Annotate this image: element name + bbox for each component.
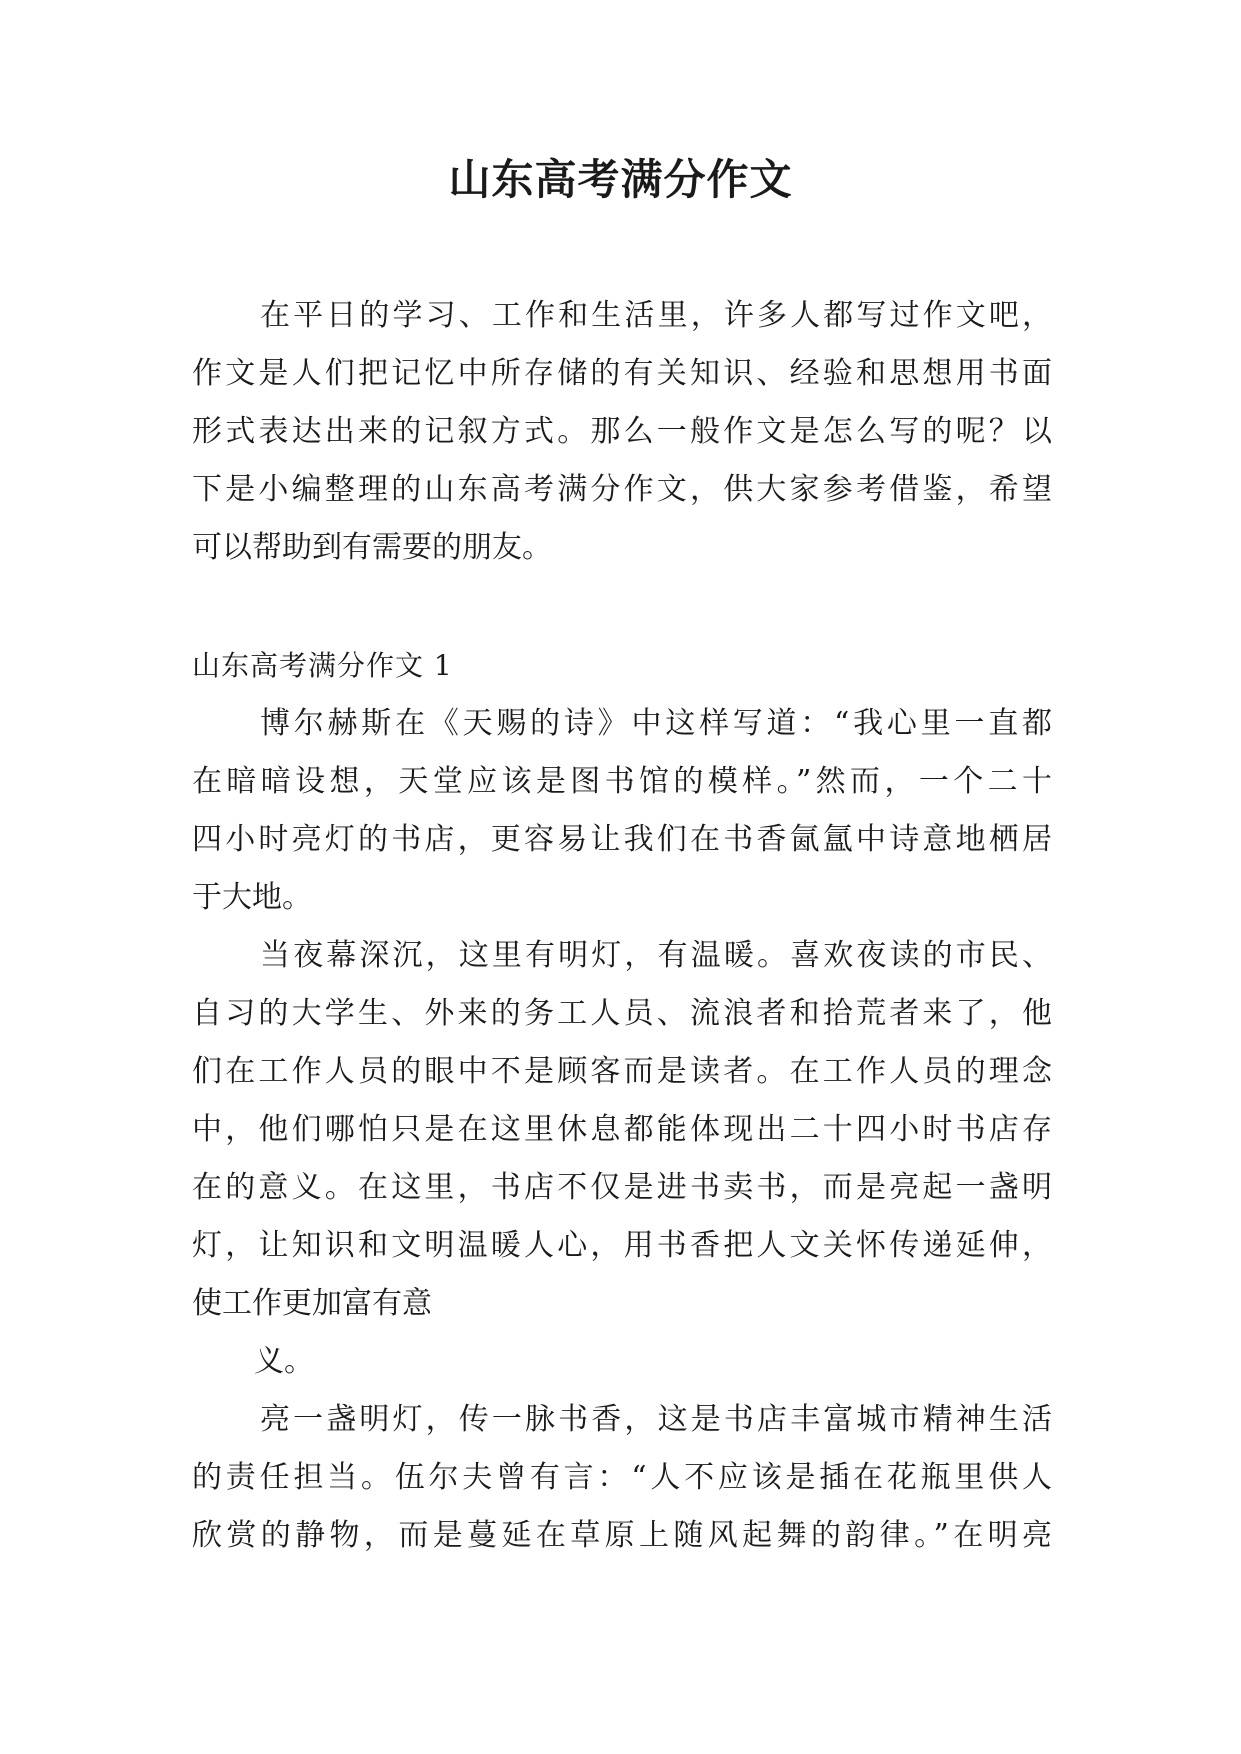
paragraph-line: 作文是人们把记忆中所存储的有关知识、经验和思想用书面 bbox=[192, 356, 1052, 391]
essay-paragraph-3 bbox=[192, 1391, 1052, 1565]
paragraph-line: 自习的大学生、外来的务工人员、流浪者和拾荒者来了，他 bbox=[192, 996, 1052, 1031]
essay-paragraph-1 bbox=[192, 695, 1052, 927]
paragraph-line: 中，他们哪怕只是在这里休息都能体现出二十四小时书店存 bbox=[192, 1112, 1052, 1147]
paragraph-line: 在的意义。在这里，书店不仅是进书卖书，而是亮起一盏明 bbox=[192, 1170, 1052, 1205]
document-title: 山东高考满分作文 bbox=[448, 155, 793, 204]
paragraph-line: 于大地。 bbox=[192, 880, 312, 915]
paragraph-line: 的责任担当。伍尔夫曾有言：“人不应该是插在花瓶里供人 bbox=[192, 1460, 1052, 1495]
paragraph-line: 可以帮助到有需要的朋友。 bbox=[192, 530, 552, 565]
paragraph-line: 形式表达出来的记叙方式。那么一般作文是怎么写的呢？以 bbox=[192, 414, 1052, 449]
paragraph-line: 欣赏的静物，而是蔓延在草原上随风起舞的韵律。”在明亮 bbox=[192, 1518, 1052, 1553]
document-body bbox=[192, 287, 1052, 1565]
paragraph-line: 当夜幕深沉，这里有明灯，有温暖。喜欢夜读的市民、 bbox=[260, 938, 1052, 973]
paragraph-line: 四小时亮灯的书店，更容易让我们在书香氤氲中诗意地栖居 bbox=[192, 822, 1052, 857]
spacer bbox=[192, 577, 1052, 637]
paragraph-line: 博尔赫斯在《天赐的诗》中这样写道：“我心里一直都 bbox=[260, 706, 1052, 741]
paragraph-line: 在暗暗设想，天堂应该是图书馆的模样。”然而，一个二十 bbox=[192, 764, 1052, 799]
essay-paragraph-2 bbox=[192, 927, 1052, 1391]
section-heading: 山东高考满分作文 1 bbox=[192, 649, 453, 682]
paragraph-line: 使工作更加富有意 bbox=[192, 1286, 432, 1321]
intro-paragraph bbox=[192, 287, 1052, 577]
paragraph-line: 灯，让知识和文明温暖人心，用书香把人文关怀传递延伸， bbox=[192, 1228, 1052, 1263]
paragraph-line: 义。 bbox=[254, 1344, 314, 1379]
paragraph-line: 下是小编整理的山东高考满分作文，供大家参考借鉴，希望 bbox=[192, 472, 1052, 507]
paragraph-line: 亮一盏明灯，传一脉书香，这是书店丰富城市精神生活 bbox=[260, 1402, 1052, 1437]
paragraph-line: 在平日的学习、工作和生活里，许多人都写过作文吧， bbox=[260, 298, 1052, 333]
paragraph-line: 们在工作人员的眼中不是顾客而是读者。在工作人员的理念 bbox=[192, 1054, 1052, 1089]
